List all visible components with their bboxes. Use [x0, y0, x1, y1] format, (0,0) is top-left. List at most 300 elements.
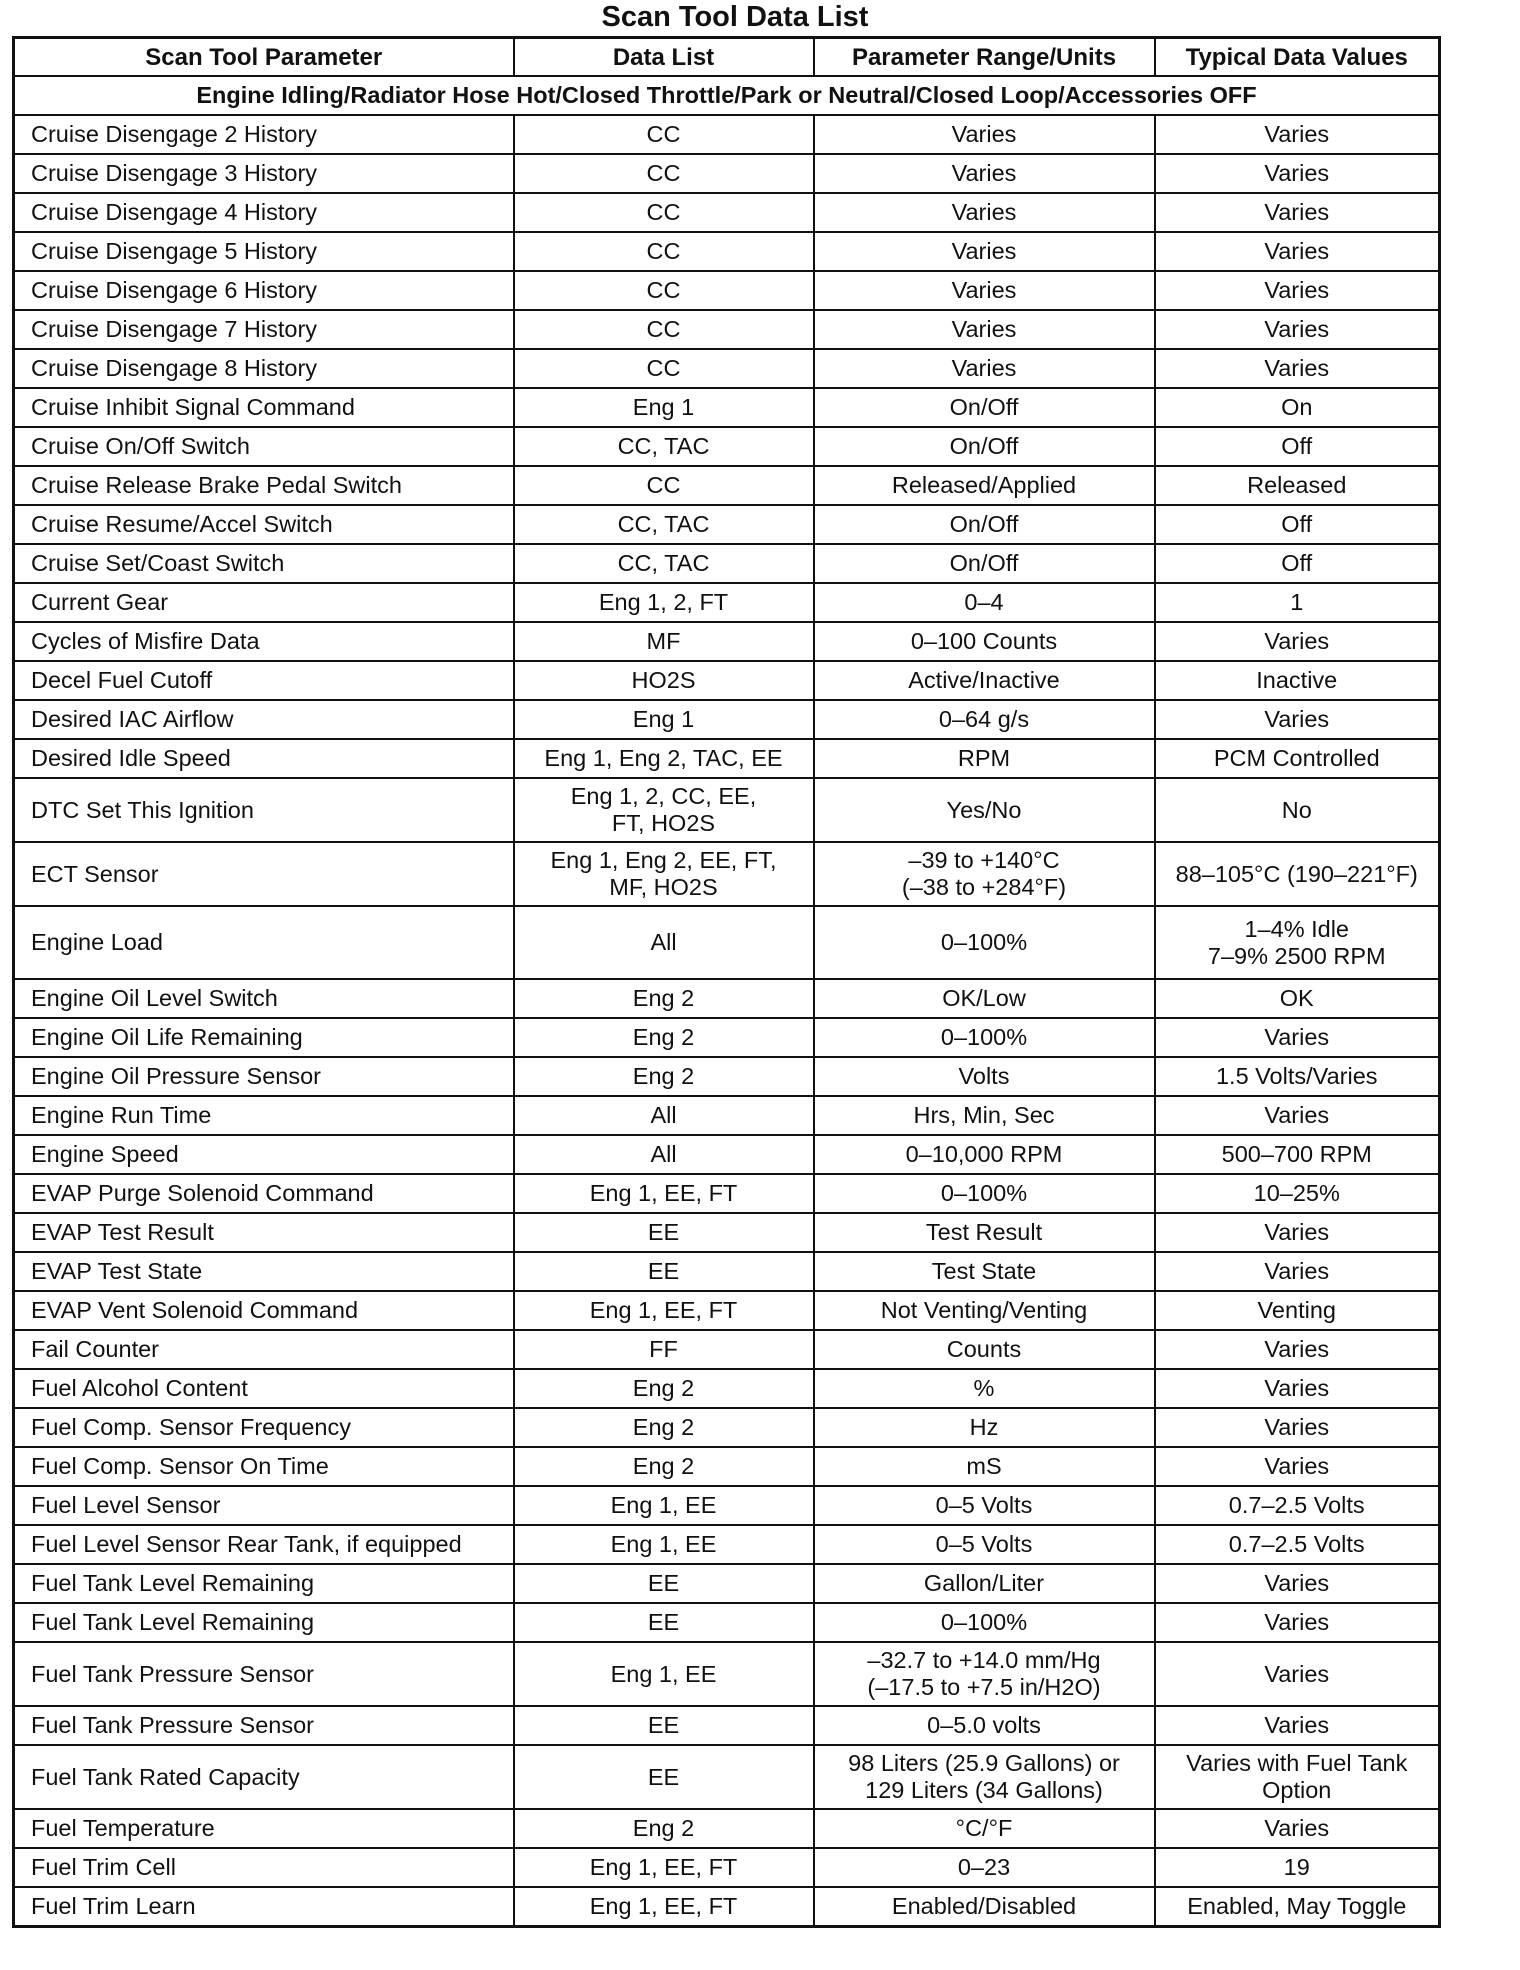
cell-data-list-line: Eng 1, EE, FT [589, 1854, 738, 1880]
cell-scan-tool-parameter: Fuel Comp. Sensor Frequency [14, 1408, 514, 1447]
document-page [12, 0, 1438, 1928]
cell-data-list-line: EE [647, 1763, 680, 1790]
cell-scan-tool-parameter: ECT Sensor [14, 842, 514, 906]
cell-data-list-line: Eng 2 [632, 1414, 695, 1440]
cell-parameter-range [814, 661, 1155, 700]
page-title: Scan Tool Data List [601, 1, 869, 33]
cell-typical-value-line: Varies [1264, 706, 1330, 732]
cell-typical-value-line: On [1281, 394, 1313, 420]
cell-parameter-range-line: 0–100 Counts [910, 628, 1058, 654]
cell-typical-value-line: Varies [1264, 1102, 1330, 1128]
table-row [14, 388, 1440, 427]
cell-typical-value-line: Off [1281, 550, 1313, 576]
cell-scan-tool-parameter: Engine Speed [14, 1135, 514, 1174]
cell-scan-tool-parameter: Engine Oil Level Switch [14, 979, 514, 1018]
cell-data-list-line: Eng 1, EE, FT [589, 1180, 738, 1206]
table-row [14, 622, 1440, 661]
cell-data-list-line: Eng 2 [632, 1815, 695, 1841]
cell-scan-tool-parameter: EVAP Test State [14, 1252, 514, 1291]
cell-typical-value-line: 1–4% Idle [1244, 915, 1350, 942]
table-row [14, 906, 1440, 979]
cell-typical-value-line: Varies [1264, 628, 1330, 654]
cell-typical-value-line: Varies [1264, 1815, 1330, 1841]
cell-data-list-line: EE [647, 1712, 680, 1738]
cell-scan-tool-parameter: DTC Set This Ignition [14, 778, 514, 842]
cell-parameter-range [814, 505, 1155, 544]
table-row [14, 505, 1440, 544]
cell-data-list-line: Eng 1, Eng 2, TAC, EE [544, 745, 783, 771]
cell-typical-value-line: Option [1262, 1777, 1332, 1803]
cell-typical-value-line: Varies [1264, 121, 1330, 147]
cell-parameter-range [814, 1887, 1155, 1927]
cell-typical-value [1155, 1642, 1440, 1706]
cell-typical-value [1155, 1706, 1440, 1745]
cell-parameter-range [814, 1330, 1155, 1369]
cell-data-list [514, 1447, 814, 1486]
cell-parameter-range [814, 1174, 1155, 1213]
cell-typical-value-line: PCM Controlled [1213, 745, 1380, 771]
cell-typical-value [1155, 1018, 1440, 1057]
cell-parameter-range [814, 778, 1155, 842]
cell-typical-value [1155, 505, 1440, 544]
table-row [14, 1564, 1440, 1603]
cell-parameter-range [814, 466, 1155, 505]
cell-typical-value-line: Varies [1264, 277, 1330, 303]
cell-data-list-line: Eng 1 [632, 706, 695, 732]
cell-parameter-range-line: 0–10,000 RPM [905, 1141, 1063, 1167]
cell-parameter-range [814, 349, 1155, 388]
cell-scan-tool-parameter: Cruise Resume/Accel Switch [14, 505, 514, 544]
cell-data-list-line: MF [646, 628, 681, 654]
cell-data-list-line: Eng 1, Eng 2, EE, FT, [550, 847, 777, 873]
cell-parameter-range [814, 842, 1155, 906]
table-row [14, 1018, 1440, 1057]
cell-parameter-range-line: 129 Liters (34 Gallons) [865, 1777, 1103, 1803]
cell-typical-value [1155, 1745, 1440, 1809]
cell-parameter-range-line: 0–5 Volts [935, 1531, 1033, 1557]
cell-typical-value [1155, 1447, 1440, 1486]
table-row [14, 1135, 1440, 1174]
cell-typical-value [1155, 544, 1440, 583]
cell-data-list-line: FF [649, 1336, 678, 1362]
cell-typical-value-line: Varies [1264, 199, 1330, 225]
cell-data-list [514, 1252, 814, 1291]
cell-parameter-range [814, 1603, 1155, 1642]
cell-scan-tool-parameter: Cycles of Misfire Data [14, 622, 514, 661]
table-row [14, 115, 1440, 154]
cell-parameter-range [814, 193, 1155, 232]
table-row [14, 583, 1440, 622]
table-row [14, 1809, 1440, 1848]
table-row [14, 232, 1440, 271]
table-row [14, 310, 1440, 349]
cell-typical-value [1155, 193, 1440, 232]
cell-scan-tool-parameter: Fuel Temperature [14, 1809, 514, 1848]
cell-parameter-range [814, 1057, 1155, 1096]
cell-scan-tool-parameter: Engine Oil Life Remaining [14, 1018, 514, 1057]
cell-scan-tool-parameter: Cruise Disengage 6 History [14, 271, 514, 310]
cell-parameter-range-line: 0–4 [964, 589, 1004, 615]
cell-data-list-line: CC [646, 355, 681, 381]
cell-scan-tool-parameter: Cruise Disengage 2 History [14, 115, 514, 154]
cell-scan-tool-parameter: Cruise Disengage 5 History [14, 232, 514, 271]
cell-typical-value [1155, 739, 1440, 778]
cell-parameter-range [814, 427, 1155, 466]
cell-parameter-range-line: Varies [951, 277, 1017, 303]
table-row [14, 1848, 1440, 1887]
cell-typical-value [1155, 1408, 1440, 1447]
cell-scan-tool-parameter: Fuel Tank Pressure Sensor [14, 1706, 514, 1745]
cell-data-list-line: CC [646, 277, 681, 303]
table-row [14, 466, 1440, 505]
cell-parameter-range-line: On/Off [949, 394, 1019, 420]
cell-parameter-range-line: 0–100% [940, 929, 1028, 955]
cell-typical-value-line: Varies [1264, 1219, 1330, 1245]
cell-data-list [514, 388, 814, 427]
cell-typical-value [1155, 1848, 1440, 1887]
cell-scan-tool-parameter: EVAP Test Result [14, 1213, 514, 1252]
cell-parameter-range-line: °C/°F [955, 1815, 1013, 1841]
cell-parameter-range [814, 1706, 1155, 1745]
cell-parameter-range-line: (–38 to +284°F) [901, 874, 1067, 900]
cell-typical-value [1155, 1135, 1440, 1174]
condition-text: Engine Idling/Radiator Hose Hot/Closed Throttle/Park or Neutral/Closed Loop/Accessories OFF [14, 76, 1440, 115]
cell-scan-tool-parameter: Cruise Release Brake Pedal Switch [14, 466, 514, 505]
header-data-list: Data List [514, 38, 814, 77]
cell-typical-value [1155, 115, 1440, 154]
cell-data-list [514, 1135, 814, 1174]
table-row [14, 842, 1440, 906]
cell-data-list [514, 1213, 814, 1252]
table-header-row [14, 38, 1440, 77]
cell-data-list [514, 661, 814, 700]
cell-scan-tool-parameter: Cruise Disengage 8 History [14, 349, 514, 388]
cell-typical-value [1155, 906, 1440, 979]
cell-typical-value [1155, 1291, 1440, 1330]
cell-scan-tool-parameter: Fuel Alcohol Content [14, 1369, 514, 1408]
cell-data-list-line: EE [647, 1258, 680, 1284]
cell-typical-value-line: 0.7–2.5 Volts [1228, 1531, 1365, 1557]
cell-data-list [514, 310, 814, 349]
cell-parameter-range [814, 1096, 1155, 1135]
cell-scan-tool-parameter: Fuel Comp. Sensor On Time [14, 1447, 514, 1486]
table-row [14, 979, 1440, 1018]
cell-typical-value-line: Varies [1264, 1375, 1330, 1401]
cell-data-list [514, 349, 814, 388]
cell-typical-value-line: Venting [1257, 1297, 1336, 1323]
cell-parameter-range-line: Gallon/Liter [923, 1570, 1045, 1596]
cell-data-list [514, 1408, 814, 1447]
cell-data-list-line: Eng 1, 2, CC, EE, [570, 783, 757, 809]
cell-typical-value-line: 88–105°C (190–221°F) [1175, 860, 1418, 887]
cell-data-list [514, 1887, 814, 1927]
table-row [14, 193, 1440, 232]
cell-data-list [514, 271, 814, 310]
cell-typical-value-line: 1.5 Volts/Varies [1215, 1063, 1378, 1089]
cell-parameter-range [814, 700, 1155, 739]
cell-data-list [514, 193, 814, 232]
cell-parameter-range-line: OK/Low [942, 985, 1026, 1011]
cell-data-list-line: CC [646, 199, 681, 225]
cell-parameter-range-line: 0–23 [957, 1854, 1011, 1880]
table-row [14, 1603, 1440, 1642]
cell-data-list [514, 1486, 814, 1525]
table-row [14, 1252, 1440, 1291]
cell-scan-tool-parameter: Fuel Tank Level Remaining [14, 1603, 514, 1642]
cell-parameter-range-line: 0–100% [940, 1609, 1028, 1635]
cell-parameter-range-line: Released/Applied [891, 472, 1077, 498]
cell-parameter-range-line: Test State [931, 1258, 1037, 1284]
cell-typical-value-line: Off [1281, 511, 1313, 537]
cell-typical-value [1155, 1564, 1440, 1603]
cell-data-list [514, 1057, 814, 1096]
table-row [14, 1213, 1440, 1252]
cell-parameter-range-line: Varies [951, 238, 1017, 264]
cell-typical-value [1155, 583, 1440, 622]
cell-scan-tool-parameter: Engine Oil Pressure Sensor [14, 1057, 514, 1096]
cell-data-list [514, 1291, 814, 1330]
cell-parameter-range-line: 0–5 Volts [935, 1492, 1033, 1518]
cell-data-list-line: Eng 2 [632, 1375, 695, 1401]
cell-data-list [514, 1330, 814, 1369]
cell-data-list [514, 622, 814, 661]
cell-typical-value [1155, 271, 1440, 310]
cell-data-list [514, 842, 814, 906]
cell-parameter-range-line: mS [966, 1453, 1002, 1479]
cell-scan-tool-parameter: Fuel Tank Pressure Sensor [14, 1642, 514, 1706]
cell-typical-value-line: Released [1247, 472, 1347, 498]
cell-typical-value-line: 10–25% [1253, 1180, 1340, 1206]
cell-scan-tool-parameter: Cruise Inhibit Signal Command [14, 388, 514, 427]
cell-data-list-line: HO2S [631, 667, 696, 693]
cell-parameter-range [814, 1408, 1155, 1447]
cell-parameter-range-line: Hrs, Min, Sec [913, 1102, 1055, 1128]
cell-scan-tool-parameter: EVAP Vent Solenoid Command [14, 1291, 514, 1330]
table-row [14, 778, 1440, 842]
cell-data-list-line: All [650, 1102, 677, 1128]
cell-data-list-line: All [650, 1141, 677, 1167]
cell-parameter-range [814, 1848, 1155, 1887]
cell-typical-value-line: 0.7–2.5 Volts [1228, 1492, 1365, 1518]
table-row [14, 427, 1440, 466]
cell-data-list-line: CC, TAC [617, 433, 710, 459]
cell-data-list [514, 466, 814, 505]
cell-typical-value [1155, 1174, 1440, 1213]
cell-data-list-line: CC [646, 160, 681, 186]
cell-parameter-range-line: Active/Inactive [908, 667, 1060, 693]
cell-parameter-range [814, 1018, 1155, 1057]
cell-typical-value-line: No [1281, 796, 1312, 823]
cell-typical-value-line: Varies [1264, 1258, 1330, 1284]
table-row [14, 1525, 1440, 1564]
cell-parameter-range [814, 1447, 1155, 1486]
cell-parameter-range-line: On/Off [949, 511, 1019, 537]
table-row [14, 1057, 1440, 1096]
table-row [14, 1706, 1440, 1745]
cell-data-list-line: Eng 1, EE [610, 1531, 717, 1557]
cell-parameter-range-line: (–17.5 to +7.5 in/H2O) [867, 1674, 1101, 1700]
cell-typical-value [1155, 349, 1440, 388]
cell-data-list [514, 1848, 814, 1887]
cell-scan-tool-parameter: Fuel Trim Learn [14, 1887, 514, 1927]
cell-parameter-range-line: –32.7 to +14.0 mm/Hg [867, 1647, 1101, 1673]
scan-tool-data-table [12, 36, 1441, 1928]
cell-typical-value [1155, 388, 1440, 427]
cell-parameter-range-line: Hz [969, 1414, 999, 1440]
cell-data-list [514, 1603, 814, 1642]
cell-data-list-line: CC, TAC [617, 550, 710, 576]
cell-scan-tool-parameter: Cruise Disengage 3 History [14, 154, 514, 193]
cell-data-list [514, 1525, 814, 1564]
cell-typical-value [1155, 622, 1440, 661]
table-row [14, 1486, 1440, 1525]
cell-scan-tool-parameter: Engine Load [14, 906, 514, 979]
cell-parameter-range-line: Varies [951, 355, 1017, 381]
cell-typical-value-line: Varies [1264, 1570, 1330, 1596]
cell-parameter-range [814, 583, 1155, 622]
cell-parameter-range [814, 544, 1155, 583]
table-row [14, 739, 1440, 778]
cell-parameter-range-line: Varies [951, 121, 1017, 147]
cell-data-list-line: CC, TAC [617, 511, 710, 537]
cell-data-list-line: Eng 1, EE, FT [589, 1297, 738, 1323]
cell-parameter-range-line: –39 to +140°C [908, 847, 1060, 873]
cell-data-list-line: Eng 2 [632, 1453, 695, 1479]
cell-parameter-range [814, 154, 1155, 193]
cell-data-list [514, 778, 814, 842]
cell-data-list [514, 1642, 814, 1706]
cell-data-list [514, 544, 814, 583]
cell-data-list-line: Eng 1, EE, FT [589, 1893, 738, 1919]
cell-typical-value-line: Off [1281, 433, 1313, 459]
cell-parameter-range [814, 1213, 1155, 1252]
cell-parameter-range-line: Varies [951, 199, 1017, 225]
cell-scan-tool-parameter: Engine Run Time [14, 1096, 514, 1135]
cell-parameter-range-line: 0–100% [940, 1180, 1028, 1206]
cell-typical-value [1155, 232, 1440, 271]
cell-typical-value-line: Enabled, May Toggle [1187, 1893, 1407, 1919]
table-row [14, 1408, 1440, 1447]
cell-data-list [514, 1096, 814, 1135]
cell-scan-tool-parameter: Current Gear [14, 583, 514, 622]
cell-parameter-range-line: 0–5.0 volts [927, 1712, 1041, 1738]
cell-data-list-line: Eng 1, EE [610, 1660, 717, 1687]
cell-scan-tool-parameter: Fuel Tank Rated Capacity [14, 1745, 514, 1809]
table-row [14, 1174, 1440, 1213]
cell-typical-value [1155, 310, 1440, 349]
cell-parameter-range [814, 1564, 1155, 1603]
cell-data-list-line: CC [646, 238, 681, 264]
cell-parameter-range [814, 906, 1155, 979]
cell-parameter-range [814, 1525, 1155, 1564]
cell-typical-value-line: Varies [1264, 316, 1330, 342]
cell-parameter-range-line: On/Off [949, 550, 1019, 576]
cell-data-list [514, 906, 814, 979]
cell-scan-tool-parameter: EVAP Purge Solenoid Command [14, 1174, 514, 1213]
cell-data-list-line: Eng 2 [632, 1063, 695, 1089]
cell-scan-tool-parameter: Fail Counter [14, 1330, 514, 1369]
cell-typical-value-line: 500–700 RPM [1221, 1141, 1372, 1167]
cell-parameter-range-line: Volts [958, 1063, 1010, 1089]
condition-row [14, 76, 1440, 115]
cell-typical-value [1155, 842, 1440, 906]
cell-typical-value [1155, 1525, 1440, 1564]
cell-scan-tool-parameter: Fuel Level Sensor [14, 1486, 514, 1525]
cell-typical-value [1155, 979, 1440, 1018]
cell-typical-value-line: Varies [1264, 1024, 1330, 1050]
cell-scan-tool-parameter: Fuel Tank Level Remaining [14, 1564, 514, 1603]
cell-typical-value [1155, 427, 1440, 466]
cell-data-list [514, 154, 814, 193]
cell-data-list [514, 1809, 814, 1848]
cell-parameter-range [814, 1135, 1155, 1174]
cell-typical-value-line: Inactive [1256, 667, 1338, 693]
cell-parameter-range-line: 0–64 g/s [938, 706, 1030, 732]
table-row [14, 349, 1440, 388]
cell-parameter-range-line: 98 Liters (25.9 Gallons) or [848, 1750, 1120, 1776]
cell-data-list-line: EE [647, 1609, 680, 1635]
cell-typical-value [1155, 1486, 1440, 1525]
table-row [14, 544, 1440, 583]
cell-typical-value [1155, 778, 1440, 842]
cell-parameter-range-line: Counts [946, 1336, 1022, 1362]
cell-parameter-range [814, 310, 1155, 349]
cell-parameter-range [814, 1369, 1155, 1408]
cell-data-list-line: CC [646, 472, 681, 498]
cell-data-list-line: Eng 2 [632, 985, 695, 1011]
cell-data-list-line: Eng 1, 2, FT [598, 589, 729, 615]
cell-parameter-range [814, 979, 1155, 1018]
cell-data-list-line: CC [646, 316, 681, 342]
cell-parameter-range [814, 1252, 1155, 1291]
cell-parameter-range [814, 271, 1155, 310]
cell-typical-value-line: 1 [1290, 589, 1304, 615]
cell-typical-value [1155, 1369, 1440, 1408]
cell-data-list [514, 115, 814, 154]
cell-data-list-line: FT, HO2S [611, 810, 716, 836]
cell-typical-value [1155, 1213, 1440, 1252]
table-row [14, 154, 1440, 193]
cell-data-list-line: CC [646, 121, 681, 147]
cell-parameter-range-line: Enabled/Disabled [891, 1893, 1077, 1919]
table-row [14, 661, 1440, 700]
cell-typical-value-line: 19 [1283, 1854, 1310, 1880]
cell-data-list [514, 427, 814, 466]
cell-typical-value [1155, 154, 1440, 193]
table-row [14, 1096, 1440, 1135]
cell-data-list [514, 1745, 814, 1809]
cell-data-list-line: Eng 1 [632, 394, 695, 420]
cell-typical-value [1155, 661, 1440, 700]
cell-scan-tool-parameter: Fuel Trim Cell [14, 1848, 514, 1887]
cell-typical-value-line: Varies with Fuel Tank [1186, 1750, 1408, 1776]
cell-data-list-line: All [650, 929, 677, 955]
cell-parameter-range-line: Varies [951, 316, 1017, 342]
cell-typical-value [1155, 1887, 1440, 1927]
cell-typical-value [1155, 1252, 1440, 1291]
cell-data-list-line: MF, HO2S [609, 874, 718, 900]
cell-parameter-range [814, 739, 1155, 778]
cell-typical-value-line: Varies [1264, 355, 1330, 381]
cell-typical-value [1155, 1057, 1440, 1096]
cell-parameter-range [814, 1642, 1155, 1706]
cell-data-list [514, 232, 814, 271]
cell-scan-tool-parameter: Cruise On/Off Switch [14, 427, 514, 466]
cell-data-list-line: EE [647, 1570, 680, 1596]
table-row [14, 1745, 1440, 1809]
table-row [14, 271, 1440, 310]
table-row [14, 700, 1440, 739]
